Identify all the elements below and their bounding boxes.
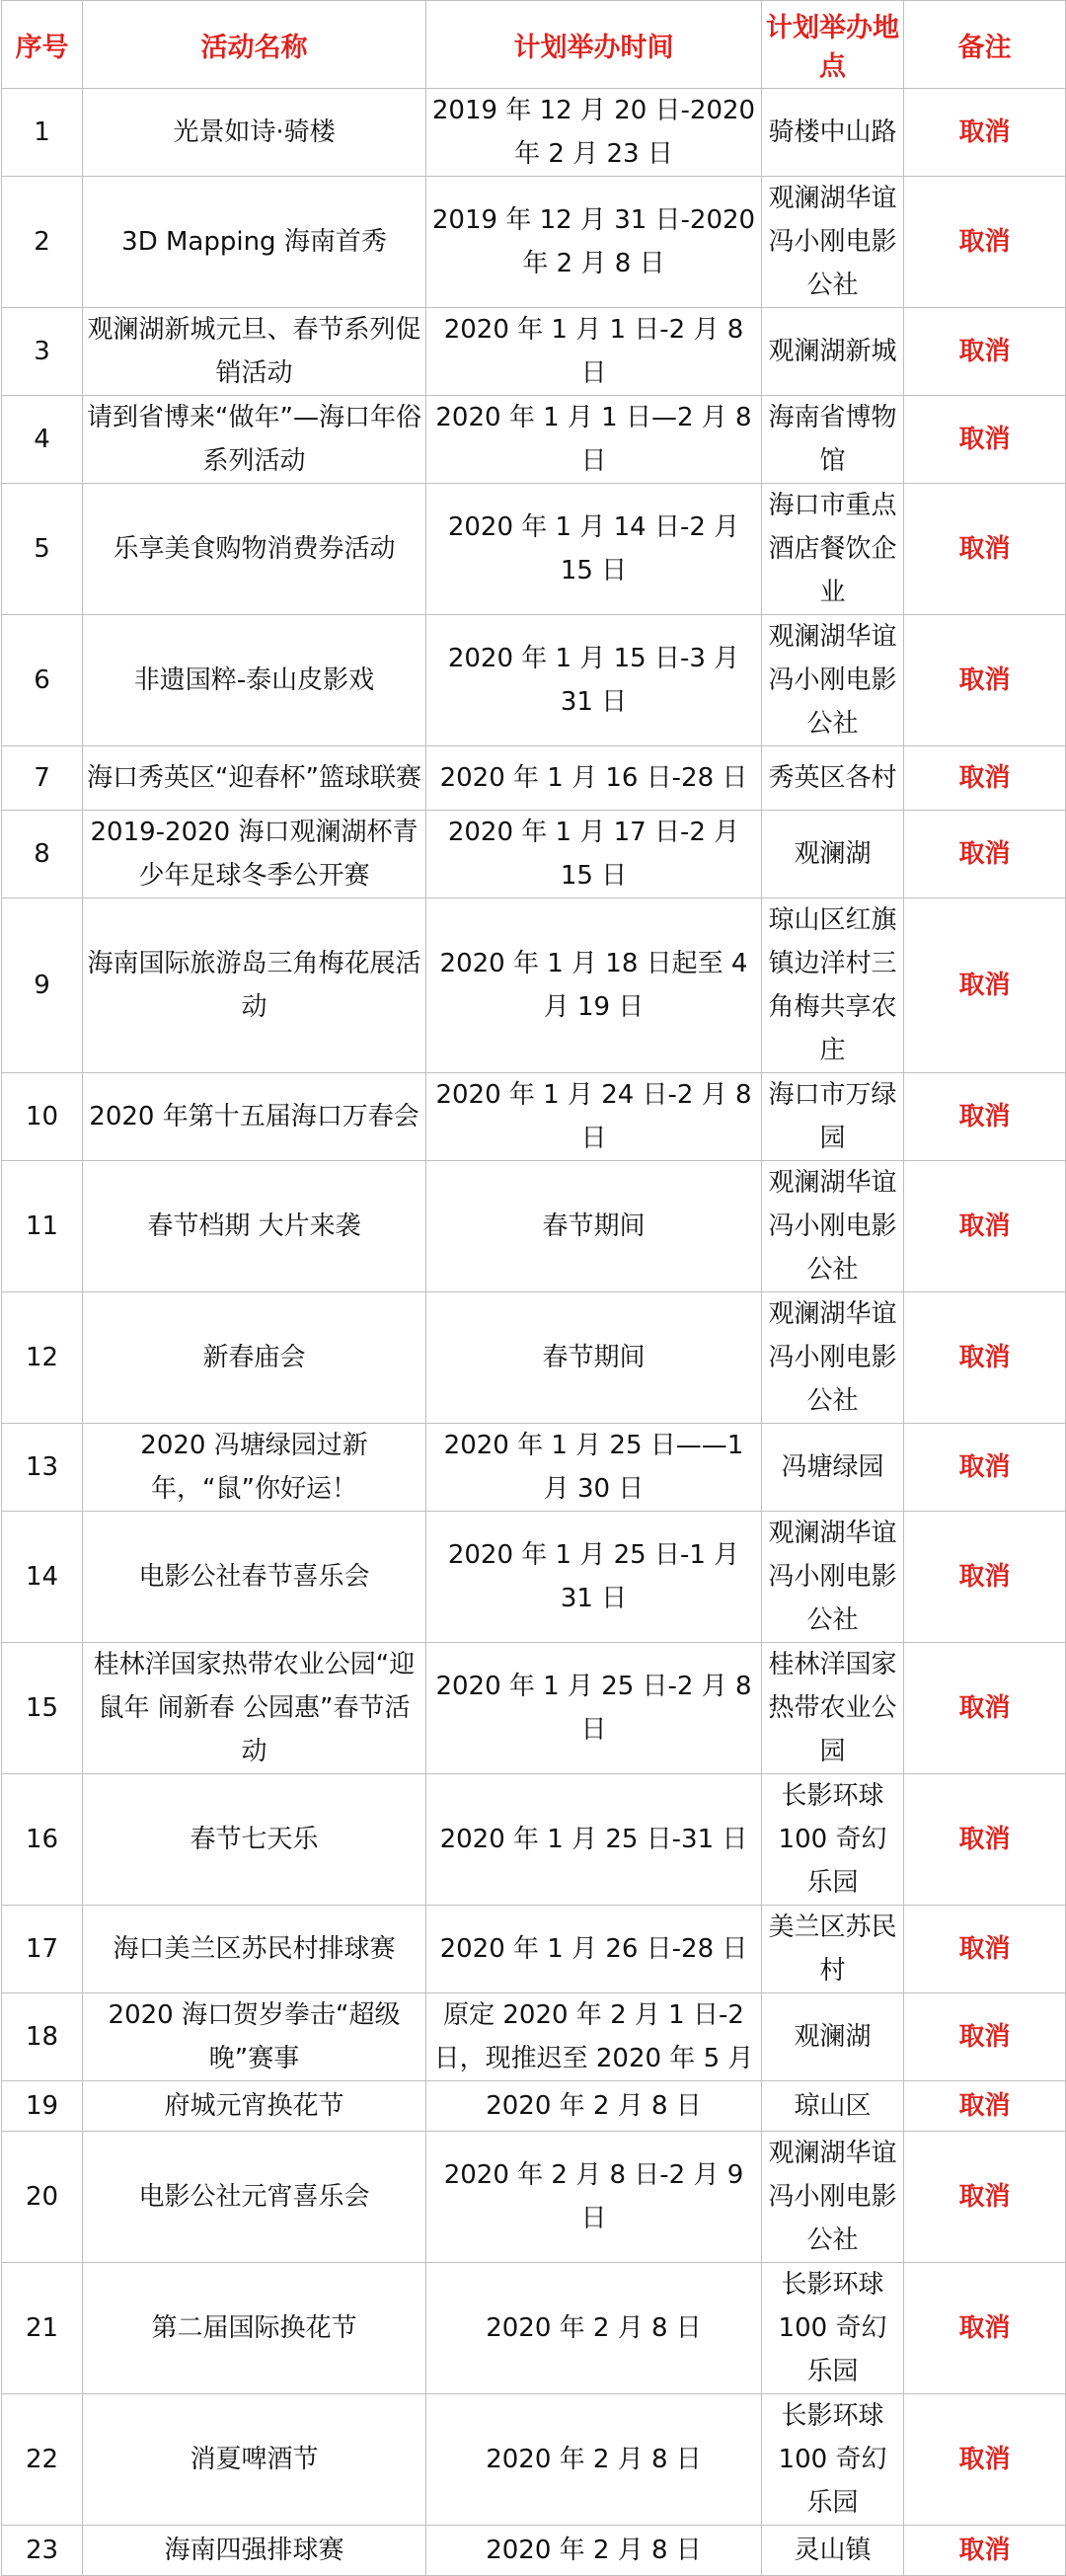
planned-place: 观澜湖 [762, 1993, 904, 2081]
activity-name: 春节档期 大片来袭 [83, 1161, 426, 1292]
header-place: 计划举办地点 [762, 1, 904, 89]
activity-name: 春节七天乐 [83, 1774, 426, 1906]
planned-time: 2020 年 2 月 8 日 [426, 2081, 762, 2132]
planned-time: 2020 年 1 月 14 日-2 月 15 日 [426, 484, 762, 615]
row-number: 22 [2, 2394, 83, 2526]
planned-place: 琼山区 [762, 2081, 904, 2132]
activity-name: 非遗国粹-泰山皮影戏 [83, 615, 426, 746]
note-status: 取消 [904, 1512, 1066, 1643]
table-row [2, 1774, 1066, 1906]
row-number: 5 [2, 484, 83, 615]
planned-place: 骑楼中山路 [762, 89, 904, 177]
note-status: 取消 [904, 396, 1066, 484]
note-status: 取消 [904, 2526, 1066, 2576]
row-number: 18 [2, 1993, 83, 2081]
table-row [2, 811, 1066, 898]
planned-place: 美兰区苏民村 [762, 1906, 904, 1993]
planned-place: 观澜湖华谊冯小刚电影公社 [762, 615, 904, 746]
planned-time: 2020 年 1 月 24 日-2 月 8 日 [426, 1073, 762, 1161]
note-status: 取消 [904, 2394, 1066, 2526]
row-number: 1 [2, 89, 83, 177]
table-row [2, 89, 1066, 177]
table-row [2, 2081, 1066, 2132]
planned-place: 冯塘绿园 [762, 1424, 904, 1512]
activity-name: 电影公社春节喜乐会 [83, 1512, 426, 1643]
planned-time: 2020 年 2 月 8 日 [426, 2394, 762, 2526]
table-row [2, 2132, 1066, 2263]
row-number: 11 [2, 1161, 83, 1292]
planned-place: 长影环球 100 奇幻乐园 [762, 1774, 904, 1906]
planned-place: 秀英区各村 [762, 746, 904, 811]
planned-place: 长影环球 100 奇幻乐园 [762, 2394, 904, 2526]
table-row [2, 2394, 1066, 2526]
note-status: 取消 [904, 1073, 1066, 1161]
planned-place: 海口市万绿园 [762, 1073, 904, 1161]
table-body [2, 89, 1066, 2576]
planned-time: 2020 年 1 月 1 日-2 月 8 日 [426, 308, 762, 396]
note-status: 取消 [904, 746, 1066, 811]
row-number: 23 [2, 2526, 83, 2576]
note-status: 取消 [904, 1906, 1066, 1993]
planned-place: 海南省博物馆 [762, 396, 904, 484]
activity-name: 消夏啤酒节 [83, 2394, 426, 2526]
activity-name: 海南国际旅游岛三角梅花展活动 [83, 898, 426, 1073]
planned-place: 桂林洋国家热带农业公园 [762, 1643, 904, 1774]
planned-time: 2020 年 1 月 1 日—2 月 8 日 [426, 396, 762, 484]
row-number: 19 [2, 2081, 83, 2132]
table-row [2, 1073, 1066, 1161]
table-row [2, 1512, 1066, 1643]
activity-name: 新春庙会 [83, 1292, 426, 1424]
row-number: 15 [2, 1643, 83, 1774]
planned-place: 观澜湖华谊冯小刚电影公社 [762, 2132, 904, 2263]
planned-place: 观澜湖华谊冯小刚电影公社 [762, 1292, 904, 1424]
note-status: 取消 [904, 2081, 1066, 2132]
planned-place: 观澜湖华谊冯小刚电影公社 [762, 1512, 904, 1643]
note-status: 取消 [904, 1292, 1066, 1424]
table-row [2, 2263, 1066, 2394]
planned-place: 海口市重点酒店餐饮企业 [762, 484, 904, 615]
note-status: 取消 [904, 89, 1066, 177]
table-row [2, 1424, 1066, 1512]
row-number: 9 [2, 898, 83, 1073]
table-header-row [2, 1, 1066, 89]
planned-time: 2020 年 1 月 17 日-2 月 15 日 [426, 811, 762, 898]
note-status: 取消 [904, 1993, 1066, 2081]
table-row [2, 484, 1066, 615]
row-number: 17 [2, 1906, 83, 1993]
activity-name: 海口秀英区“迎春杯”篮球联赛 [83, 746, 426, 811]
row-number: 2 [2, 177, 83, 308]
table-row [2, 177, 1066, 308]
planned-time: 2020 年 2 月 8 日 [426, 2526, 762, 2576]
row-number: 6 [2, 615, 83, 746]
row-number: 8 [2, 811, 83, 898]
note-status: 取消 [904, 811, 1066, 898]
row-number: 3 [2, 308, 83, 396]
note-status: 取消 [904, 308, 1066, 396]
planned-place: 观澜湖华谊冯小刚电影公社 [762, 1161, 904, 1292]
row-number: 7 [2, 746, 83, 811]
planned-place: 琼山区红旗镇边洋村三角梅共享农庄 [762, 898, 904, 1073]
table-row [2, 1292, 1066, 1424]
activity-name: 观澜湖新城元旦、春节系列促销活动 [83, 308, 426, 396]
planned-time: 2019 年 12 月 31 日-2020 年 2 月 8 日 [426, 177, 762, 308]
note-status: 取消 [904, 1161, 1066, 1292]
row-number: 10 [2, 1073, 83, 1161]
note-status: 取消 [904, 1424, 1066, 1512]
note-status: 取消 [904, 2263, 1066, 2394]
activity-name: 2020 冯塘绿园过新年，“鼠”你好运！ [83, 1424, 426, 1512]
note-status: 取消 [904, 1643, 1066, 1774]
row-number: 13 [2, 1424, 83, 1512]
row-number: 14 [2, 1512, 83, 1643]
note-status: 取消 [904, 484, 1066, 615]
table-row [2, 1643, 1066, 1774]
row-number: 12 [2, 1292, 83, 1424]
planned-time: 2020 年 1 月 25 日-1 月 31 日 [426, 1512, 762, 1643]
header-name: 活动名称 [83, 1, 426, 89]
planned-time: 2020 年 1 月 16 日-28 日 [426, 746, 762, 811]
activity-name: 桂林洋国家热带农业公园“迎鼠年 闹新春 公园惠”春节活动 [83, 1643, 426, 1774]
planned-place: 灵山镇 [762, 2526, 904, 2576]
note-status: 取消 [904, 177, 1066, 308]
planned-time: 2020 年 1 月 26 日-28 日 [426, 1906, 762, 1993]
table-row [2, 1906, 1066, 1993]
note-status: 取消 [904, 2132, 1066, 2263]
row-number: 4 [2, 396, 83, 484]
planned-time: 2020 年 1 月 15 日-3 月 31 日 [426, 615, 762, 746]
events-table [1, 0, 1066, 2576]
table-row [2, 2526, 1066, 2576]
planned-time: 2020 年 2 月 8 日-2 月 9 日 [426, 2132, 762, 2263]
table-row [2, 1993, 1066, 2081]
planned-place: 观澜湖华谊冯小刚电影公社 [762, 177, 904, 308]
planned-time: 2020 年 1 月 25 日——1 月 30 日 [426, 1424, 762, 1512]
activity-name: 乐享美食购物消费券活动 [83, 484, 426, 615]
activity-name: 光景如诗·骑楼 [83, 89, 426, 177]
activity-name: 请到省博来“做年”—海口年俗系列活动 [83, 396, 426, 484]
row-number: 20 [2, 2132, 83, 2263]
activity-name: 2020 海口贺岁拳击“超级晚”赛事 [83, 1993, 426, 2081]
planned-place: 长影环球 100 奇幻乐园 [762, 2263, 904, 2394]
note-status: 取消 [904, 898, 1066, 1073]
table-row [2, 898, 1066, 1073]
activity-name: 海口美兰区苏民村排球赛 [83, 1906, 426, 1993]
planned-time: 2020 年 1 月 25 日-31 日 [426, 1774, 762, 1906]
table-row [2, 308, 1066, 396]
activity-name: 第二届国际换花节 [83, 2263, 426, 2394]
row-number: 16 [2, 1774, 83, 1906]
planned-time: 2020 年 1 月 18 日起至 4 月 19 日 [426, 898, 762, 1073]
note-status: 取消 [904, 1774, 1066, 1906]
activity-name: 府城元宵换花节 [83, 2081, 426, 2132]
planned-place: 观澜湖新城 [762, 308, 904, 396]
planned-time: 原定 2020 年 2 月 1 日-2 日，现推迟至 2020 年 5 月 [426, 1993, 762, 2081]
planned-place: 观澜湖 [762, 811, 904, 898]
row-number: 21 [2, 2263, 83, 2394]
table-row [2, 615, 1066, 746]
planned-time: 2020 年 1 月 25 日-2 月 8 日 [426, 1643, 762, 1774]
header-time: 计划举办时间 [426, 1, 762, 89]
planned-time: 2019 年 12 月 20 日-2020 年 2 月 23 日 [426, 89, 762, 177]
table-row [2, 1161, 1066, 1292]
table-row [2, 746, 1066, 811]
note-status: 取消 [904, 615, 1066, 746]
planned-time: 春节期间 [426, 1161, 762, 1292]
activity-name: 2019-2020 海口观澜湖杯青少年足球冬季公开赛 [83, 811, 426, 898]
table-row [2, 396, 1066, 484]
activity-name: 海南四强排球赛 [83, 2526, 426, 2576]
planned-time: 2020 年 2 月 8 日 [426, 2263, 762, 2394]
header-no: 序号 [2, 1, 83, 89]
activity-name: 3D Mapping 海南首秀 [83, 177, 426, 308]
header-note: 备注 [904, 1, 1066, 89]
activity-name: 电影公社元宵喜乐会 [83, 2132, 426, 2263]
activity-name: 2020 年第十五届海口万春会 [83, 1073, 426, 1161]
planned-time: 春节期间 [426, 1292, 762, 1424]
